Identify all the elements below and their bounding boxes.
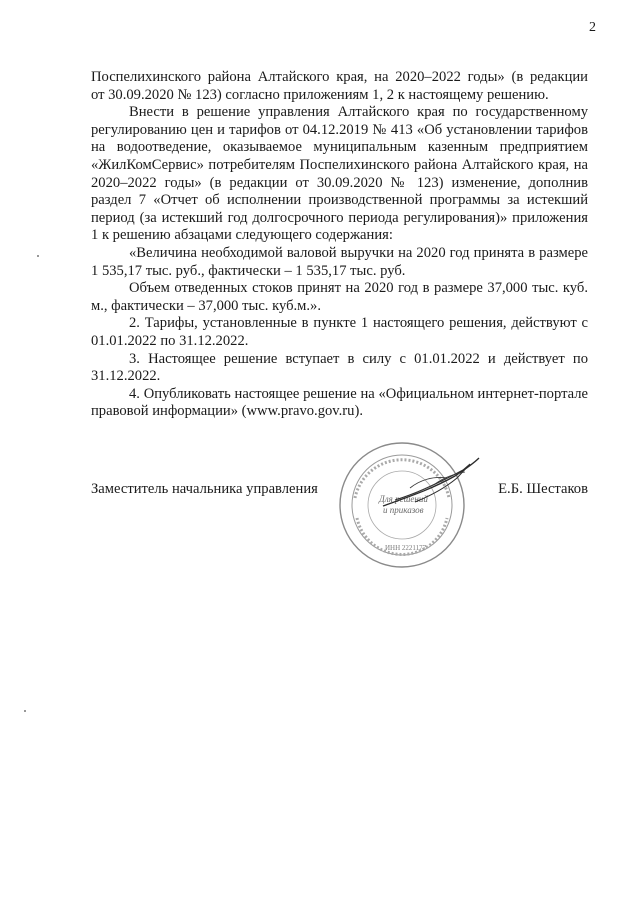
document-body (91, 69, 588, 421)
scan-speck (24, 710, 26, 712)
stamp-inner-line-1: Для решений (379, 494, 428, 504)
scan-speck (37, 255, 39, 257)
stamp-bottom-text: ИНН 2221177 (385, 544, 427, 552)
signature-block (91, 481, 588, 501)
paragraph-1-line-2: от 30.09.2020 № 123) согласно приложениям 1, 2 к настоящему решению. (91, 86, 549, 103)
paragraph-effective-date: 3. Настоящее решение вступает в силу с 01.01.2022 и действует по 31.12.2022. (91, 350, 588, 385)
paragraph-gross-revenue: «Величина необходимой валовой выручки на 2020 год принята в размере 1 535,17 тыс. руб., фактически – 1 535,17 тыс. руб. (91, 244, 588, 279)
paragraph-wastewater-volume: Объем отведенных стоков принят на 2020 год в размере 37,000 тыс. куб. м., фактически – 37,000 тыс. куб.м.». (91, 280, 588, 314)
signatory-title: Заместитель начальника управления (91, 481, 318, 497)
paragraph-1-line-1: Поспелихинского района Алтайского края, на 2020–2022 годы» (в редакции (91, 69, 588, 85)
stamp-inner-line-2: и приказов (383, 505, 424, 515)
paragraph-tariff-period: 2. Тарифы, установленные в пункте 1 настоящего решения, действуют с 01.01.2022 по 31.12.2022. (91, 315, 588, 349)
page-number: 2 (589, 20, 596, 35)
paragraph-amendment: Внести в решение управления Алтайского края по государственному регулированию цен и тарифов от 04.12.2019 № 413 «Об установлении тарифов на водоотведение, оказываемое муниципальным казенным предприятием «ЖилКомСервис» потребителям Поспелихинского района Алтайского края, на 2020–2022 годы» (в редакции от 30.09.2020 № 123) изменение, дополнив раздел 7 «Отчет об исполнении производственной программы за истекший период (за истекший год долгосрочного периода регулирования)» приложения 1 к решению абзацами следующего содержания: (91, 104, 588, 244)
paragraph-publication: 4. Опубликовать настоящее решение на «Официальном интернет-портале правовой информации» (www.pravo.gov.ru). (91, 385, 588, 420)
signatory-name: Е.Б. Шестаков (498, 481, 588, 497)
